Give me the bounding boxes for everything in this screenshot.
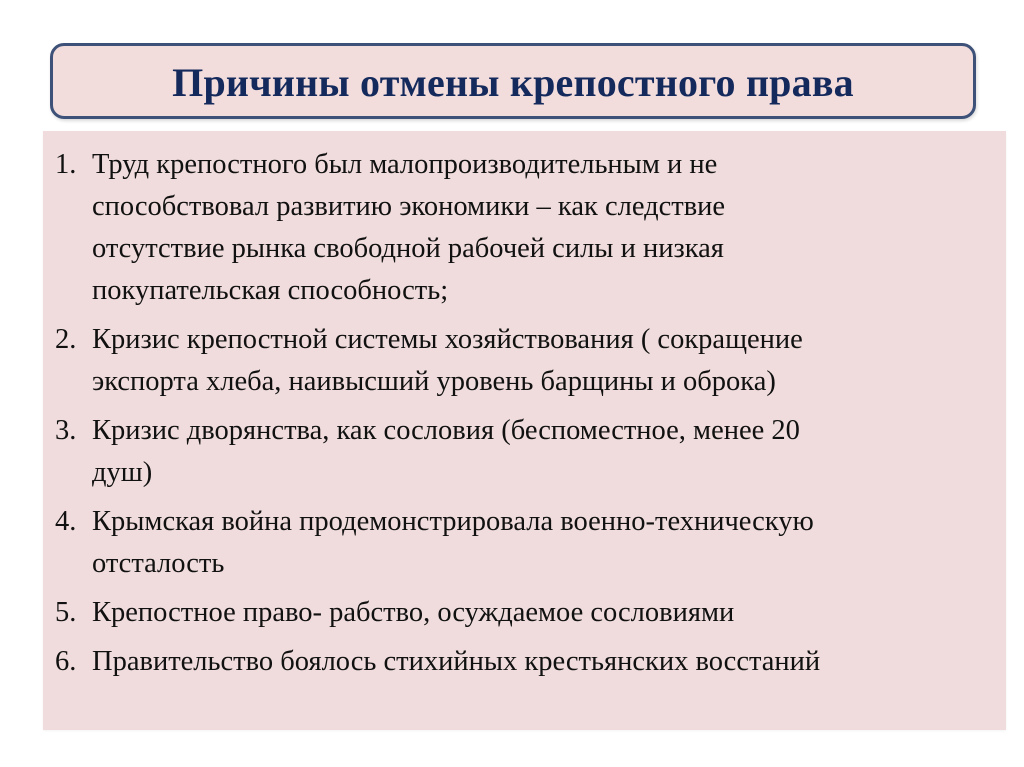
reason-line: душ) [92,457,153,488]
reason-line: Крымская война продемонстрировала военно-техническую [92,506,814,537]
reason-text [92,410,995,494]
reason-item-1 [55,144,995,312]
reason-number: 1. [55,149,77,180]
content-box [43,131,1006,730]
reason-text [92,319,995,403]
reason-text [92,144,995,312]
reason-number: 5. [55,597,77,628]
reason-item-3 [55,410,995,494]
reason-item-6 [55,641,995,683]
reason-item-4 [55,501,995,585]
reason-line: Труд крепостного был малопроизводительным и не [92,149,718,180]
slide-title: Причины отмены крепостного права [172,59,854,105]
reason-item-2 [55,319,995,403]
reason-line: Кризис крепостной системы хозяйствования ( сокращение [92,324,803,355]
reason-line: способствовал развитию экономики – как следствие [92,191,726,222]
reason-number: 2. [55,324,77,355]
reason-text [92,641,995,683]
reason-number: 3. [55,415,77,446]
reason-line: Правительство боялось стихийных крестьянских восстаний [92,646,821,677]
reason-text [92,592,995,634]
reason-line: покупательская способность; [92,275,449,306]
reason-line: Крепостное право- рабство, осуждаемое сословиями [92,597,735,628]
title-box [50,43,976,119]
reason-line: экспорта хлеба, наивысший уровень барщины и оброка) [92,366,776,397]
reason-line: отсталость [92,548,225,579]
reason-line: отсутствие рынка свободной рабочей силы и низкая [92,233,724,264]
reason-number: 4. [55,506,77,537]
reasons-list [55,144,995,690]
reason-number: 6. [55,646,77,677]
reason-item-5 [55,592,995,634]
reason-text [92,501,995,585]
reason-line: Кризис дворянства, как сословия (беспоместное, менее 20 [92,415,800,446]
